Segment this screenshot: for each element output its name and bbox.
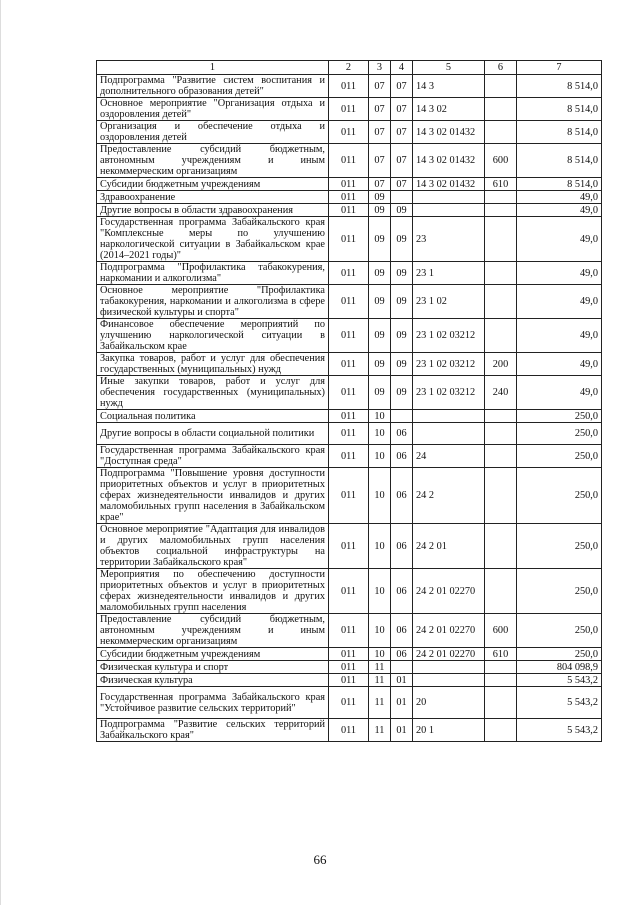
admin-code-cell: 011: [329, 204, 369, 217]
subsection-cell: 06: [391, 614, 413, 648]
expense-type-cell: 240: [485, 376, 517, 410]
amount-cell: 8 514,0: [517, 98, 602, 121]
admin-code-cell: 011: [329, 319, 369, 353]
section-cell: 10: [369, 569, 391, 614]
section-cell: 10: [369, 614, 391, 648]
amount-cell: 49,0: [517, 217, 602, 262]
target-article-cell: 23 1 02 03212: [413, 353, 485, 376]
amount-cell: 49,0: [517, 191, 602, 204]
admin-code-cell: 011: [329, 614, 369, 648]
section-cell: 07: [369, 75, 391, 98]
section-cell: 07: [369, 144, 391, 178]
column-header: 3: [369, 61, 391, 75]
amount-cell: 250,0: [517, 423, 602, 445]
amount-cell: 250,0: [517, 445, 602, 468]
subsection-cell: 09: [391, 376, 413, 410]
row-name-cell: Мероприятия по обеспечению доступности приоритетных объектов и услуг в приоритетных сферах жизнедеятельности инвалидов и других маломобильных групп населения: [97, 569, 329, 614]
expense-type-cell: [485, 285, 517, 319]
admin-code-cell: 011: [329, 719, 369, 742]
table-row: [97, 121, 602, 144]
subsection-cell: 07: [391, 178, 413, 191]
subsection-cell: 07: [391, 144, 413, 178]
row-name-cell: Подпрограмма "Развитие сельских территорий Забайкальского края": [97, 719, 329, 742]
subsection-cell: 06: [391, 569, 413, 614]
subsection-cell: [391, 661, 413, 674]
target-article-cell: [413, 674, 485, 687]
subsection-cell: 07: [391, 121, 413, 144]
target-article-cell: 23 1 02 03212: [413, 376, 485, 410]
expense-type-cell: [485, 468, 517, 524]
row-name-cell: Основное мероприятие "Профилактика табакокурения, наркомании и алкоголизма в сфере физической культуры и спорта": [97, 285, 329, 319]
row-name-cell: Другие вопросы в области социальной политики: [97, 423, 329, 445]
expense-type-cell: [485, 319, 517, 353]
row-name-cell: Государственная программа Забайкальского края "Комплексные меры по улучшению наркологической ситуации в Забайкальском крае (2014–2021 годы)": [97, 217, 329, 262]
admin-code-cell: 011: [329, 353, 369, 376]
target-article-cell: 23 1 02 03212: [413, 319, 485, 353]
target-article-cell: 24 2 01 02270: [413, 614, 485, 648]
expense-type-cell: [485, 98, 517, 121]
row-name-cell: Физическая культура: [97, 674, 329, 687]
table-row: [97, 524, 602, 569]
section-cell: 10: [369, 468, 391, 524]
target-article-cell: 14 3 02 01432: [413, 178, 485, 191]
expense-type-cell: 600: [485, 614, 517, 648]
target-article-cell: 24 2 01: [413, 524, 485, 569]
table-body: [97, 75, 602, 742]
amount-cell: 804 098,9: [517, 661, 602, 674]
admin-code-cell: 011: [329, 217, 369, 262]
row-name-cell: Государственная программа Забайкальского края "Доступная среда": [97, 445, 329, 468]
expense-type-cell: 600: [485, 144, 517, 178]
target-article-cell: 14 3 02 01432: [413, 121, 485, 144]
table-row: [97, 75, 602, 98]
row-name-cell: Основное мероприятие "Адаптация для инвалидов и других маломобильных групп населения объектов социальной инфраструктуры на территории Забайкальского края": [97, 524, 329, 569]
amount-cell: 49,0: [517, 262, 602, 285]
page-number: 66: [313, 852, 327, 867]
table-row: [97, 319, 602, 353]
amount-cell: 8 514,0: [517, 144, 602, 178]
target-article-cell: [413, 410, 485, 423]
table-row: [97, 410, 602, 423]
target-article-cell: 14 3 02: [413, 98, 485, 121]
amount-cell: 250,0: [517, 614, 602, 648]
target-article-cell: 23 1 02: [413, 285, 485, 319]
row-name-cell: Здравоохранение: [97, 191, 329, 204]
row-name-cell: Подпрограмма "Развитие систем воспитания и дополнительного образования детей": [97, 75, 329, 98]
table-row: [97, 262, 602, 285]
subsection-cell: 09: [391, 353, 413, 376]
section-cell: 09: [369, 217, 391, 262]
row-name-cell: Субсидии бюджетным учреждениям: [97, 648, 329, 661]
subsection-cell: 06: [391, 524, 413, 569]
subsection-cell: 07: [391, 75, 413, 98]
row-name-cell: Закупка товаров, работ и услуг для обеспечения государственных (муниципальных) нужд: [97, 353, 329, 376]
amount-cell: 250,0: [517, 524, 602, 569]
target-article-cell: [413, 204, 485, 217]
amount-cell: 49,0: [517, 204, 602, 217]
target-article-cell: 23: [413, 217, 485, 262]
row-name-cell: Финансовое обеспечение мероприятий по улучшению наркологической ситуации в Забайкальском крае: [97, 319, 329, 353]
amount-cell: 5 543,2: [517, 687, 602, 719]
row-name-cell: Другие вопросы в области здравоохранения: [97, 204, 329, 217]
subsection-cell: 01: [391, 674, 413, 687]
expense-type-cell: [485, 75, 517, 98]
section-cell: 07: [369, 121, 391, 144]
admin-code-cell: 011: [329, 410, 369, 423]
subsection-cell: 01: [391, 719, 413, 742]
admin-code-cell: 011: [329, 285, 369, 319]
section-cell: 07: [369, 98, 391, 121]
admin-code-cell: 011: [329, 191, 369, 204]
subsection-cell: 06: [391, 468, 413, 524]
expense-type-cell: [485, 524, 517, 569]
row-name-cell: Подпрограмма "Повышение уровня доступности приоритетных объектов и услуг в приоритетных сферах жизнедеятельности инвалидов и других маломобильных групп населения в Забайкальском крае": [97, 468, 329, 524]
table-header-row: [97, 61, 602, 75]
target-article-cell: 24 2 01 02270: [413, 569, 485, 614]
admin-code-cell: 011: [329, 423, 369, 445]
section-cell: 07: [369, 178, 391, 191]
amount-cell: 49,0: [517, 353, 602, 376]
table-row: [97, 687, 602, 719]
target-article-cell: [413, 191, 485, 204]
admin-code-cell: 011: [329, 674, 369, 687]
target-article-cell: 24 2: [413, 468, 485, 524]
amount-cell: 8 514,0: [517, 121, 602, 144]
amount-cell: 49,0: [517, 285, 602, 319]
admin-code-cell: 011: [329, 661, 369, 674]
expense-type-cell: [485, 674, 517, 687]
table-row: [97, 648, 602, 661]
admin-code-cell: 011: [329, 144, 369, 178]
section-cell: 09: [369, 204, 391, 217]
amount-cell: 5 543,2: [517, 719, 602, 742]
row-name-cell: Иные закупки товаров, работ и услуг для обеспечения государственных (муниципальных) нужд: [97, 376, 329, 410]
table-row: [97, 445, 602, 468]
subsection-cell: 09: [391, 204, 413, 217]
row-name-cell: Государственная программа Забайкальского края "Устойчивое развитие сельских территорий": [97, 687, 329, 719]
row-name-cell: Основное мероприятие "Организация отдыха и оздоровления детей": [97, 98, 329, 121]
row-name-cell: Субсидии бюджетным учреждениям: [97, 178, 329, 191]
admin-code-cell: 011: [329, 121, 369, 144]
admin-code-cell: 011: [329, 178, 369, 191]
admin-code-cell: 011: [329, 648, 369, 661]
column-header: 1: [97, 61, 329, 75]
table-row: [97, 178, 602, 191]
admin-code-cell: 011: [329, 468, 369, 524]
section-cell: 10: [369, 423, 391, 445]
admin-code-cell: 011: [329, 445, 369, 468]
column-header: 6: [485, 61, 517, 75]
table-row: [97, 468, 602, 524]
amount-cell: 250,0: [517, 410, 602, 423]
admin-code-cell: 011: [329, 524, 369, 569]
expense-type-cell: [485, 204, 517, 217]
column-header: 2: [329, 61, 369, 75]
column-header: 7: [517, 61, 602, 75]
admin-code-cell: 011: [329, 569, 369, 614]
row-name-cell: Предоставление субсидий бюджетным, автономным учреждениям и иным некоммерческим организациям: [97, 614, 329, 648]
table-row: [97, 569, 602, 614]
section-cell: 11: [369, 719, 391, 742]
table-row: [97, 614, 602, 648]
expense-type-cell: [485, 569, 517, 614]
expense-type-cell: 200: [485, 353, 517, 376]
target-article-cell: [413, 423, 485, 445]
row-name-cell: Организация и обеспечение отдыха и оздоровления детей: [97, 121, 329, 144]
target-article-cell: 23 1: [413, 262, 485, 285]
row-name-cell: Физическая культура и спорт: [97, 661, 329, 674]
amount-cell: 49,0: [517, 376, 602, 410]
admin-code-cell: 011: [329, 262, 369, 285]
expense-type-cell: [485, 445, 517, 468]
section-cell: 09: [369, 262, 391, 285]
table-row: [97, 674, 602, 687]
table-row: [97, 285, 602, 319]
row-name-cell: Предоставление субсидий бюджетным, автономным учреждениям и иным некоммерческим организациям: [97, 144, 329, 178]
column-header: 5: [413, 61, 485, 75]
table-row: [97, 98, 602, 121]
target-article-cell: 14 3 02 01432: [413, 144, 485, 178]
subsection-cell: 06: [391, 648, 413, 661]
expense-type-cell: [485, 687, 517, 719]
expense-type-cell: 610: [485, 648, 517, 661]
section-cell: 09: [369, 376, 391, 410]
subsection-cell: 09: [391, 217, 413, 262]
section-cell: 11: [369, 674, 391, 687]
table-row: [97, 144, 602, 178]
subsection-cell: 07: [391, 98, 413, 121]
amount-cell: 250,0: [517, 648, 602, 661]
expense-type-cell: [485, 121, 517, 144]
section-cell: 11: [369, 687, 391, 719]
table-row: [97, 191, 602, 204]
section-cell: 09: [369, 191, 391, 204]
row-name-cell: Подпрограмма "Профилактика табакокурения, наркомании и алкоголизма": [97, 262, 329, 285]
table-row: [97, 719, 602, 742]
amount-cell: 8 514,0: [517, 178, 602, 191]
subsection-cell: 09: [391, 262, 413, 285]
admin-code-cell: 011: [329, 98, 369, 121]
expense-type-cell: [485, 262, 517, 285]
subsection-cell: 06: [391, 423, 413, 445]
target-article-cell: 14 3: [413, 75, 485, 98]
admin-code-cell: 011: [329, 75, 369, 98]
target-article-cell: 20 1: [413, 719, 485, 742]
amount-cell: 5 543,2: [517, 674, 602, 687]
section-cell: 10: [369, 524, 391, 569]
table-row: [97, 376, 602, 410]
expense-type-cell: [485, 217, 517, 262]
amount-cell: 250,0: [517, 569, 602, 614]
expense-type-cell: [485, 719, 517, 742]
amount-cell: 250,0: [517, 468, 602, 524]
section-cell: 09: [369, 353, 391, 376]
admin-code-cell: 011: [329, 376, 369, 410]
amount-cell: 49,0: [517, 319, 602, 353]
table-row: [97, 353, 602, 376]
target-article-cell: [413, 661, 485, 674]
expense-type-cell: [485, 661, 517, 674]
table-row: [97, 204, 602, 217]
admin-code-cell: 011: [329, 687, 369, 719]
section-cell: 10: [369, 648, 391, 661]
section-cell: 09: [369, 319, 391, 353]
budget-table: [96, 60, 602, 742]
section-cell: 09: [369, 285, 391, 319]
subsection-cell: [391, 191, 413, 204]
subsection-cell: 01: [391, 687, 413, 719]
subsection-cell: 09: [391, 319, 413, 353]
expense-type-cell: [485, 191, 517, 204]
section-cell: 10: [369, 445, 391, 468]
table-row: [97, 217, 602, 262]
subsection-cell: [391, 410, 413, 423]
section-cell: 10: [369, 410, 391, 423]
target-article-cell: 24 2 01 02270: [413, 648, 485, 661]
table-row: [97, 661, 602, 674]
section-cell: 11: [369, 661, 391, 674]
subsection-cell: 06: [391, 445, 413, 468]
column-header: 4: [391, 61, 413, 75]
expense-type-cell: [485, 410, 517, 423]
table-row: [97, 423, 602, 445]
target-article-cell: 24: [413, 445, 485, 468]
subsection-cell: 09: [391, 285, 413, 319]
target-article-cell: 20: [413, 687, 485, 719]
expense-type-cell: 610: [485, 178, 517, 191]
scan-edge: [0, 0, 1, 905]
amount-cell: 8 514,0: [517, 75, 602, 98]
row-name-cell: Социальная политика: [97, 410, 329, 423]
expense-type-cell: [485, 423, 517, 445]
